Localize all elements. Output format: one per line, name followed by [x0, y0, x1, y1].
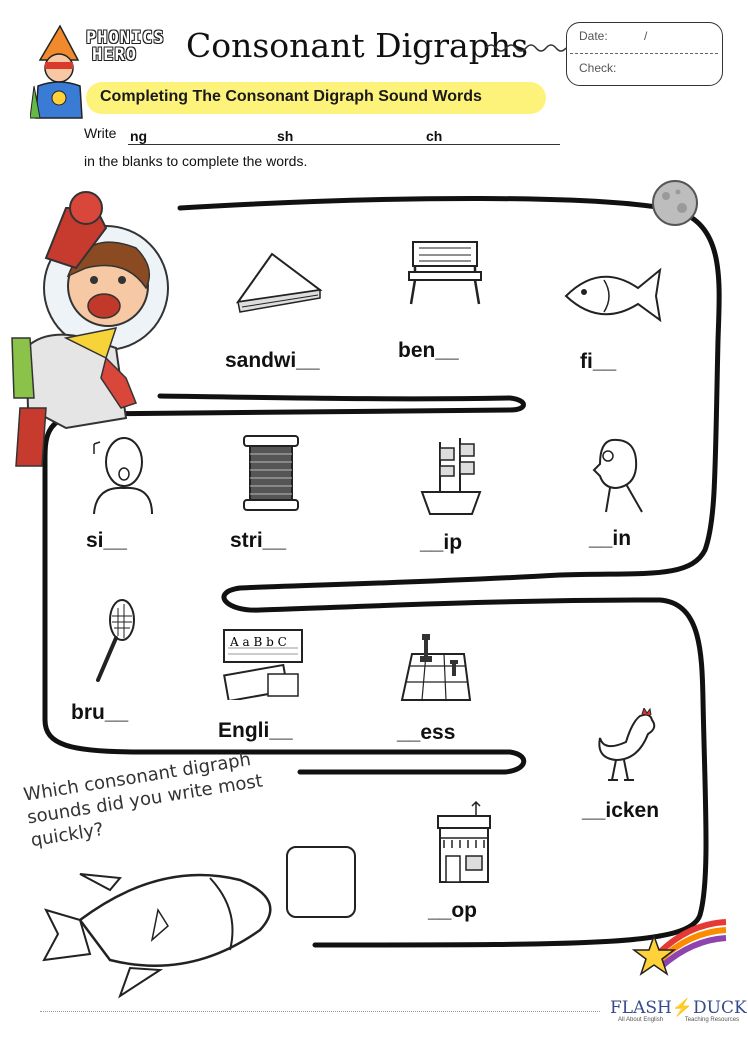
word-chicken: __icken: [582, 799, 660, 822]
word-fish: fi__: [580, 350, 617, 373]
answer-line: [128, 144, 560, 145]
option-ch: ch: [426, 128, 443, 144]
english-book-icon: [220, 626, 306, 700]
astronaut-icon: [6, 188, 176, 470]
shop-icon: [436, 800, 492, 884]
sandwich-icon: [234, 250, 324, 320]
moon-icon: [650, 178, 700, 228]
string-spool-icon: [238, 432, 304, 514]
write-label: Write: [84, 125, 117, 141]
brush-icon: [92, 598, 140, 686]
page-title: Consonant Digraphs: [186, 26, 529, 65]
shooting-star-icon: [628, 914, 728, 980]
fish-icon: [560, 262, 664, 328]
chess-board-icon: [400, 630, 472, 702]
word-sing: si__: [86, 529, 127, 552]
reflection-question: Which consonant digraph sounds did you write most quickly?: [22, 749, 265, 852]
squiggle-divider: [484, 40, 568, 56]
rocket-icon: [40, 850, 290, 1000]
bench-icon: [405, 238, 485, 308]
check-label: Check:: [579, 61, 617, 75]
bolt-icon: ⚡: [671, 998, 694, 1018]
chin-face-icon: [586, 434, 650, 514]
option-sh: sh: [277, 128, 294, 144]
word-brush: bru__: [71, 701, 129, 724]
word-chin: __in: [589, 527, 632, 550]
subtitle: Completing The Consonant Digraph Sound Words: [100, 88, 482, 105]
logo-tagline: All About English Teaching Resources: [618, 1017, 740, 1023]
word-shop: __op: [428, 899, 478, 922]
singer-icon: [86, 432, 158, 516]
flashduck-logo: FLASH⚡DUCK: [610, 998, 747, 1018]
word-chess: __ess: [397, 721, 456, 744]
word-ship: __ip: [420, 531, 463, 554]
ship-icon: [418, 434, 484, 518]
footer-divider: [40, 1011, 600, 1012]
word-bench: ben__: [398, 339, 459, 362]
word-sandwich: sandwi__: [225, 349, 320, 372]
chicken-icon: [590, 708, 664, 784]
word-english: Engli__: [218, 719, 293, 742]
date-divider: [570, 53, 718, 54]
brand-logo: PHONICS HERO: [86, 28, 165, 65]
date-slash: /: [644, 29, 648, 43]
instruction-text: in the blanks to complete the words.: [84, 153, 308, 169]
svg-text:A a B b C: A a B b C: [230, 635, 287, 649]
answer-box[interactable]: [286, 846, 356, 918]
date-label: Date:: [579, 29, 608, 43]
option-ng: ng: [130, 128, 148, 144]
word-string: stri__: [230, 529, 287, 552]
mascot-icon: [30, 24, 88, 120]
